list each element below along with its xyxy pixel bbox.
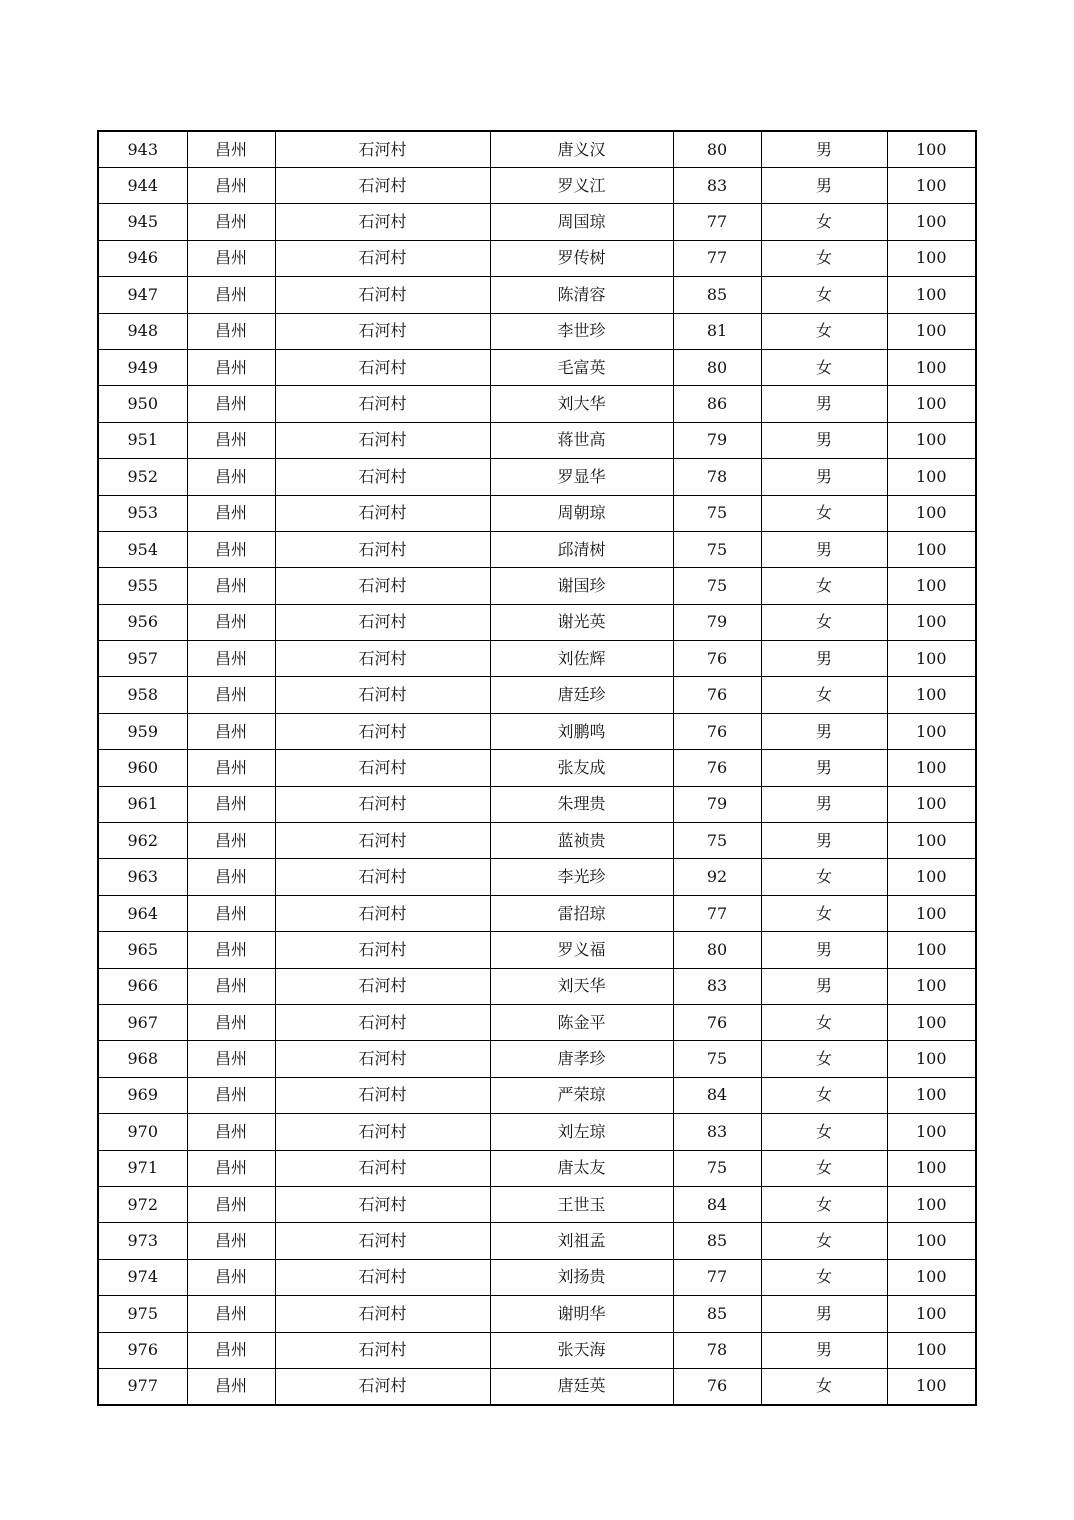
name-cell: 张天海 bbox=[490, 1332, 673, 1368]
table-row bbox=[98, 750, 976, 786]
name-cell: 毛富英 bbox=[490, 349, 673, 385]
seq-no-cell: 956 bbox=[98, 604, 187, 640]
table-row bbox=[98, 823, 976, 859]
name-cell: 朱理贵 bbox=[490, 786, 673, 822]
table-row bbox=[98, 277, 976, 313]
village-cell: 石河村 bbox=[275, 313, 490, 349]
name-cell: 刘天华 bbox=[490, 968, 673, 1004]
table-row bbox=[98, 204, 976, 240]
amount-cell: 100 bbox=[887, 1077, 976, 1113]
seq-no-cell: 946 bbox=[98, 240, 187, 276]
name-cell: 刘扬贵 bbox=[490, 1259, 673, 1295]
amount-cell: 100 bbox=[887, 713, 976, 749]
seq-no-cell: 960 bbox=[98, 750, 187, 786]
gender-cell: 男 bbox=[761, 786, 887, 822]
gender-cell: 女 bbox=[761, 604, 887, 640]
gender-cell: 男 bbox=[761, 823, 887, 859]
name-cell: 雷招琼 bbox=[490, 895, 673, 931]
gender-cell: 女 bbox=[761, 1041, 887, 1077]
town-cell: 昌州 bbox=[187, 677, 275, 713]
amount-cell: 100 bbox=[887, 204, 976, 240]
age-cell: 76 bbox=[673, 677, 761, 713]
seq-no-cell: 970 bbox=[98, 1114, 187, 1150]
gender-cell: 女 bbox=[761, 313, 887, 349]
age-cell: 76 bbox=[673, 1368, 761, 1405]
village-cell: 石河村 bbox=[275, 1186, 490, 1222]
name-cell: 唐廷珍 bbox=[490, 677, 673, 713]
town-cell: 昌州 bbox=[187, 459, 275, 495]
seq-no-cell: 953 bbox=[98, 495, 187, 531]
name-cell: 刘大华 bbox=[490, 386, 673, 422]
seq-no-cell: 954 bbox=[98, 531, 187, 567]
table-row bbox=[98, 1368, 976, 1405]
seq-no-cell: 967 bbox=[98, 1004, 187, 1040]
gender-cell: 女 bbox=[761, 568, 887, 604]
gender-cell: 男 bbox=[761, 168, 887, 204]
town-cell: 昌州 bbox=[187, 349, 275, 385]
seq-no-cell: 968 bbox=[98, 1041, 187, 1077]
age-cell: 85 bbox=[673, 277, 761, 313]
village-cell: 石河村 bbox=[275, 131, 490, 168]
age-cell: 76 bbox=[673, 750, 761, 786]
seq-no-cell: 958 bbox=[98, 677, 187, 713]
village-cell: 石河村 bbox=[275, 422, 490, 458]
gender-cell: 男 bbox=[761, 713, 887, 749]
name-cell: 蒋世高 bbox=[490, 422, 673, 458]
age-cell: 81 bbox=[673, 313, 761, 349]
age-cell: 84 bbox=[673, 1077, 761, 1113]
village-cell: 石河村 bbox=[275, 204, 490, 240]
amount-cell: 100 bbox=[887, 1223, 976, 1259]
name-cell: 张友成 bbox=[490, 750, 673, 786]
table-row bbox=[98, 641, 976, 677]
amount-cell: 100 bbox=[887, 677, 976, 713]
roster-table bbox=[97, 130, 977, 1406]
gender-cell: 男 bbox=[761, 386, 887, 422]
gender-cell: 女 bbox=[761, 349, 887, 385]
age-cell: 79 bbox=[673, 604, 761, 640]
gender-cell: 女 bbox=[761, 495, 887, 531]
name-cell: 刘鹏鸣 bbox=[490, 713, 673, 749]
seq-no-cell: 951 bbox=[98, 422, 187, 458]
age-cell: 77 bbox=[673, 204, 761, 240]
amount-cell: 100 bbox=[887, 641, 976, 677]
age-cell: 75 bbox=[673, 823, 761, 859]
table-row bbox=[98, 677, 976, 713]
town-cell: 昌州 bbox=[187, 1150, 275, 1186]
village-cell: 石河村 bbox=[275, 1077, 490, 1113]
gender-cell: 女 bbox=[761, 1223, 887, 1259]
amount-cell: 100 bbox=[887, 131, 976, 168]
age-cell: 75 bbox=[673, 568, 761, 604]
name-cell: 刘佐辉 bbox=[490, 641, 673, 677]
town-cell: 昌州 bbox=[187, 168, 275, 204]
village-cell: 石河村 bbox=[275, 677, 490, 713]
town-cell: 昌州 bbox=[187, 604, 275, 640]
amount-cell: 100 bbox=[887, 823, 976, 859]
age-cell: 84 bbox=[673, 1186, 761, 1222]
town-cell: 昌州 bbox=[187, 240, 275, 276]
table-row bbox=[98, 495, 976, 531]
village-cell: 石河村 bbox=[275, 1041, 490, 1077]
table-row bbox=[98, 932, 976, 968]
age-cell: 78 bbox=[673, 459, 761, 495]
age-cell: 80 bbox=[673, 349, 761, 385]
town-cell: 昌州 bbox=[187, 859, 275, 895]
amount-cell: 100 bbox=[887, 386, 976, 422]
town-cell: 昌州 bbox=[187, 131, 275, 168]
town-cell: 昌州 bbox=[187, 641, 275, 677]
gender-cell: 男 bbox=[761, 131, 887, 168]
amount-cell: 100 bbox=[887, 750, 976, 786]
table-row bbox=[98, 1150, 976, 1186]
name-cell: 严荣琼 bbox=[490, 1077, 673, 1113]
town-cell: 昌州 bbox=[187, 786, 275, 822]
gender-cell: 男 bbox=[761, 1332, 887, 1368]
gender-cell: 女 bbox=[761, 240, 887, 276]
table-row bbox=[98, 422, 976, 458]
gender-cell: 女 bbox=[761, 277, 887, 313]
town-cell: 昌州 bbox=[187, 823, 275, 859]
name-cell: 蓝祯贵 bbox=[490, 823, 673, 859]
village-cell: 石河村 bbox=[275, 823, 490, 859]
table-row bbox=[98, 459, 976, 495]
amount-cell: 100 bbox=[887, 531, 976, 567]
age-cell: 76 bbox=[673, 1004, 761, 1040]
village-cell: 石河村 bbox=[275, 641, 490, 677]
amount-cell: 100 bbox=[887, 240, 976, 276]
gender-cell: 女 bbox=[761, 1186, 887, 1222]
age-cell: 86 bbox=[673, 386, 761, 422]
gender-cell: 女 bbox=[761, 1259, 887, 1295]
name-cell: 李光珍 bbox=[490, 859, 673, 895]
town-cell: 昌州 bbox=[187, 313, 275, 349]
table-row bbox=[98, 1114, 976, 1150]
table-row bbox=[98, 1259, 976, 1295]
age-cell: 76 bbox=[673, 713, 761, 749]
gender-cell: 男 bbox=[761, 641, 887, 677]
town-cell: 昌州 bbox=[187, 531, 275, 567]
age-cell: 75 bbox=[673, 1150, 761, 1186]
seq-no-cell: 948 bbox=[98, 313, 187, 349]
village-cell: 石河村 bbox=[275, 1004, 490, 1040]
village-cell: 石河村 bbox=[275, 459, 490, 495]
town-cell: 昌州 bbox=[187, 1186, 275, 1222]
town-cell: 昌州 bbox=[187, 204, 275, 240]
seq-no-cell: 944 bbox=[98, 168, 187, 204]
amount-cell: 100 bbox=[887, 1114, 976, 1150]
seq-no-cell: 974 bbox=[98, 1259, 187, 1295]
gender-cell: 女 bbox=[761, 1368, 887, 1405]
town-cell: 昌州 bbox=[187, 713, 275, 749]
seq-no-cell: 959 bbox=[98, 713, 187, 749]
village-cell: 石河村 bbox=[275, 349, 490, 385]
age-cell: 76 bbox=[673, 641, 761, 677]
town-cell: 昌州 bbox=[187, 1223, 275, 1259]
age-cell: 75 bbox=[673, 531, 761, 567]
gender-cell: 男 bbox=[761, 968, 887, 1004]
name-cell: 陈金平 bbox=[490, 1004, 673, 1040]
gender-cell: 男 bbox=[761, 932, 887, 968]
village-cell: 石河村 bbox=[275, 859, 490, 895]
gender-cell: 男 bbox=[761, 531, 887, 567]
age-cell: 77 bbox=[673, 1259, 761, 1295]
gender-cell: 女 bbox=[761, 859, 887, 895]
village-cell: 石河村 bbox=[275, 386, 490, 422]
gender-cell: 女 bbox=[761, 677, 887, 713]
seq-no-cell: 966 bbox=[98, 968, 187, 1004]
table-row bbox=[98, 349, 976, 385]
amount-cell: 100 bbox=[887, 604, 976, 640]
seq-no-cell: 965 bbox=[98, 932, 187, 968]
name-cell: 周国琼 bbox=[490, 204, 673, 240]
age-cell: 77 bbox=[673, 895, 761, 931]
amount-cell: 100 bbox=[887, 895, 976, 931]
table-row bbox=[98, 1041, 976, 1077]
name-cell: 李世珍 bbox=[490, 313, 673, 349]
table-row bbox=[98, 131, 976, 168]
seq-no-cell: 962 bbox=[98, 823, 187, 859]
name-cell: 周朝琼 bbox=[490, 495, 673, 531]
seq-no-cell: 957 bbox=[98, 641, 187, 677]
age-cell: 85 bbox=[673, 1296, 761, 1332]
seq-no-cell: 963 bbox=[98, 859, 187, 895]
village-cell: 石河村 bbox=[275, 1332, 490, 1368]
town-cell: 昌州 bbox=[187, 750, 275, 786]
age-cell: 78 bbox=[673, 1332, 761, 1368]
name-cell: 罗义福 bbox=[490, 932, 673, 968]
seq-no-cell: 972 bbox=[98, 1186, 187, 1222]
seq-no-cell: 947 bbox=[98, 277, 187, 313]
village-cell: 石河村 bbox=[275, 1150, 490, 1186]
seq-no-cell: 975 bbox=[98, 1296, 187, 1332]
amount-cell: 100 bbox=[887, 168, 976, 204]
village-cell: 石河村 bbox=[275, 968, 490, 1004]
seq-no-cell: 943 bbox=[98, 131, 187, 168]
village-cell: 石河村 bbox=[275, 240, 490, 276]
town-cell: 昌州 bbox=[187, 932, 275, 968]
name-cell: 罗义江 bbox=[490, 168, 673, 204]
seq-no-cell: 964 bbox=[98, 895, 187, 931]
village-cell: 石河村 bbox=[275, 1114, 490, 1150]
amount-cell: 100 bbox=[887, 786, 976, 822]
village-cell: 石河村 bbox=[275, 568, 490, 604]
table-row bbox=[98, 168, 976, 204]
town-cell: 昌州 bbox=[187, 568, 275, 604]
age-cell: 83 bbox=[673, 1114, 761, 1150]
village-cell: 石河村 bbox=[275, 531, 490, 567]
amount-cell: 100 bbox=[887, 495, 976, 531]
table-row bbox=[98, 1186, 976, 1222]
age-cell: 79 bbox=[673, 786, 761, 822]
gender-cell: 男 bbox=[761, 459, 887, 495]
amount-cell: 100 bbox=[887, 1368, 976, 1405]
name-cell: 唐太友 bbox=[490, 1150, 673, 1186]
age-cell: 75 bbox=[673, 495, 761, 531]
town-cell: 昌州 bbox=[187, 1296, 275, 1332]
amount-cell: 100 bbox=[887, 277, 976, 313]
village-cell: 石河村 bbox=[275, 1223, 490, 1259]
roster-body bbox=[98, 131, 976, 1405]
table-row bbox=[98, 1332, 976, 1368]
village-cell: 石河村 bbox=[275, 277, 490, 313]
name-cell: 罗显华 bbox=[490, 459, 673, 495]
table-row bbox=[98, 786, 976, 822]
name-cell: 唐廷英 bbox=[490, 1368, 673, 1405]
town-cell: 昌州 bbox=[187, 422, 275, 458]
age-cell: 80 bbox=[673, 932, 761, 968]
seq-no-cell: 952 bbox=[98, 459, 187, 495]
table-row bbox=[98, 531, 976, 567]
village-cell: 石河村 bbox=[275, 495, 490, 531]
gender-cell: 女 bbox=[761, 1114, 887, 1150]
village-cell: 石河村 bbox=[275, 786, 490, 822]
table-row bbox=[98, 1223, 976, 1259]
town-cell: 昌州 bbox=[187, 1041, 275, 1077]
table-row bbox=[98, 386, 976, 422]
village-cell: 石河村 bbox=[275, 604, 490, 640]
age-cell: 92 bbox=[673, 859, 761, 895]
amount-cell: 100 bbox=[887, 459, 976, 495]
amount-cell: 100 bbox=[887, 859, 976, 895]
town-cell: 昌州 bbox=[187, 495, 275, 531]
town-cell: 昌州 bbox=[187, 895, 275, 931]
town-cell: 昌州 bbox=[187, 968, 275, 1004]
town-cell: 昌州 bbox=[187, 1259, 275, 1295]
village-cell: 石河村 bbox=[275, 895, 490, 931]
name-cell: 谢明华 bbox=[490, 1296, 673, 1332]
table-row bbox=[98, 713, 976, 749]
seq-no-cell: 945 bbox=[98, 204, 187, 240]
name-cell: 邱清树 bbox=[490, 531, 673, 567]
name-cell: 谢国珍 bbox=[490, 568, 673, 604]
village-cell: 石河村 bbox=[275, 713, 490, 749]
amount-cell: 100 bbox=[887, 1296, 976, 1332]
name-cell: 刘左琼 bbox=[490, 1114, 673, 1150]
seq-no-cell: 950 bbox=[98, 386, 187, 422]
name-cell: 陈清容 bbox=[490, 277, 673, 313]
name-cell: 唐孝珍 bbox=[490, 1041, 673, 1077]
amount-cell: 100 bbox=[887, 968, 976, 1004]
name-cell: 唐义汉 bbox=[490, 131, 673, 168]
table-row bbox=[98, 859, 976, 895]
age-cell: 80 bbox=[673, 131, 761, 168]
seq-no-cell: 976 bbox=[98, 1332, 187, 1368]
seq-no-cell: 971 bbox=[98, 1150, 187, 1186]
seq-no-cell: 977 bbox=[98, 1368, 187, 1405]
town-cell: 昌州 bbox=[187, 1077, 275, 1113]
table-row bbox=[98, 313, 976, 349]
village-cell: 石河村 bbox=[275, 1259, 490, 1295]
table-row bbox=[98, 568, 976, 604]
town-cell: 昌州 bbox=[187, 1368, 275, 1405]
name-cell: 王世玉 bbox=[490, 1186, 673, 1222]
amount-cell: 100 bbox=[887, 932, 976, 968]
table-row bbox=[98, 1004, 976, 1040]
gender-cell: 女 bbox=[761, 1150, 887, 1186]
name-cell: 刘祖孟 bbox=[490, 1223, 673, 1259]
amount-cell: 100 bbox=[887, 1041, 976, 1077]
seq-no-cell: 973 bbox=[98, 1223, 187, 1259]
age-cell: 77 bbox=[673, 240, 761, 276]
name-cell: 罗传树 bbox=[490, 240, 673, 276]
town-cell: 昌州 bbox=[187, 277, 275, 313]
village-cell: 石河村 bbox=[275, 932, 490, 968]
village-cell: 石河村 bbox=[275, 750, 490, 786]
gender-cell: 男 bbox=[761, 1296, 887, 1332]
town-cell: 昌州 bbox=[187, 1004, 275, 1040]
gender-cell: 女 bbox=[761, 895, 887, 931]
village-cell: 石河村 bbox=[275, 1296, 490, 1332]
seq-no-cell: 961 bbox=[98, 786, 187, 822]
seq-no-cell: 969 bbox=[98, 1077, 187, 1113]
town-cell: 昌州 bbox=[187, 1114, 275, 1150]
amount-cell: 100 bbox=[887, 568, 976, 604]
village-cell: 石河村 bbox=[275, 168, 490, 204]
amount-cell: 100 bbox=[887, 422, 976, 458]
age-cell: 79 bbox=[673, 422, 761, 458]
age-cell: 85 bbox=[673, 1223, 761, 1259]
table-row bbox=[98, 1296, 976, 1332]
table-row bbox=[98, 604, 976, 640]
age-cell: 83 bbox=[673, 968, 761, 1004]
amount-cell: 100 bbox=[887, 1332, 976, 1368]
amount-cell: 100 bbox=[887, 1004, 976, 1040]
name-cell: 谢光英 bbox=[490, 604, 673, 640]
gender-cell: 女 bbox=[761, 1077, 887, 1113]
town-cell: 昌州 bbox=[187, 386, 275, 422]
gender-cell: 女 bbox=[761, 204, 887, 240]
amount-cell: 100 bbox=[887, 1186, 976, 1222]
village-cell: 石河村 bbox=[275, 1368, 490, 1405]
gender-cell: 女 bbox=[761, 1004, 887, 1040]
table-row bbox=[98, 895, 976, 931]
age-cell: 83 bbox=[673, 168, 761, 204]
amount-cell: 100 bbox=[887, 1259, 976, 1295]
seq-no-cell: 949 bbox=[98, 349, 187, 385]
seq-no-cell: 955 bbox=[98, 568, 187, 604]
age-cell: 75 bbox=[673, 1041, 761, 1077]
table-row bbox=[98, 1077, 976, 1113]
gender-cell: 男 bbox=[761, 750, 887, 786]
amount-cell: 100 bbox=[887, 1150, 976, 1186]
amount-cell: 100 bbox=[887, 313, 976, 349]
table-row bbox=[98, 968, 976, 1004]
gender-cell: 男 bbox=[761, 422, 887, 458]
amount-cell: 100 bbox=[887, 349, 976, 385]
table-row bbox=[98, 240, 976, 276]
town-cell: 昌州 bbox=[187, 1332, 275, 1368]
